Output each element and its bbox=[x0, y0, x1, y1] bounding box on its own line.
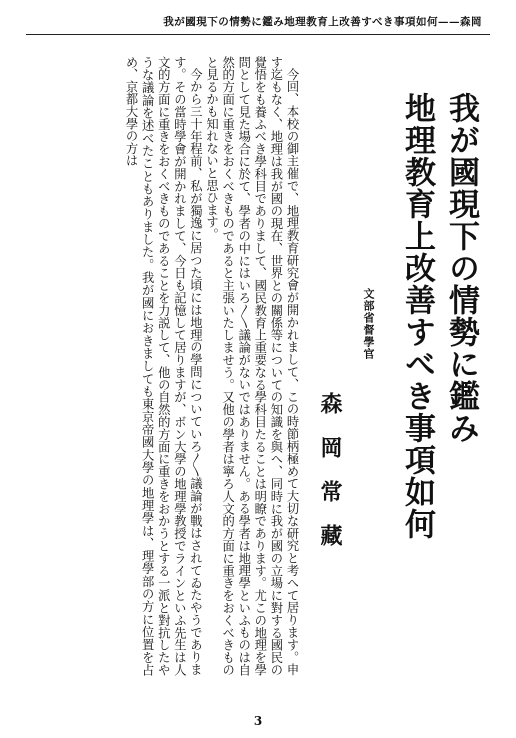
author-name: 森岡常藏 bbox=[317, 392, 343, 568]
running-header: 我が國現下の情勢に鑑み地理教育上改善すべき事項如何——森岡 bbox=[163, 16, 482, 28]
article-title-line-1: 我が國現下の情勢に鑑み bbox=[443, 92, 479, 444]
article-title-line-2: 地理教育上改善すべき事項如何 bbox=[399, 92, 435, 540]
header-rule bbox=[26, 34, 490, 35]
body-paragraph-1: 今回、本校の御主催で、地理教育研究會が開かれまして、この時節柄極めて大切な研究と考へて居ります。申す迄もなく、地理は我が國の現在、世界との關係等についての知識を與へ、同時に我が國の立場に對する國民の覺悟をも養ふべき學科目でありまして、國民教育上重要なる學科目たることは明瞭であります。尤この地理を學問として見た場合に於て、學者の中にはいろ〳〵議論がないではありません。ある學者は地理學といふものは自然的方面に重きをおくべきものであると主張いたしませう。又他の學者は寧ろ人文的方面に重きをおくべきものと見るかも知れないと思ひます。 bbox=[204, 56, 299, 676]
article-body bbox=[40, 56, 300, 676]
author-role: 文部省督學官 bbox=[362, 288, 375, 360]
page-number: 3 bbox=[253, 714, 263, 728]
body-paragraph-2: 今から三十年程前、私が獨逸に居つた頃には地理の學問についていろ〳〵議論が戰はされてゐたやうであります。その當時學會が開かれまして、今日も記憶して居りますが、ボン大學の地理學教授でラインといふ先生は人文的方面に重きをおくべきものであることを力説して、他の自然的方面に重きをおかうとする一派と對抗したやうな議論を述べたこともありました。我が國におきましても東京帝國大學の地理學は、理學部の方に位置を占め、京都大學の方は bbox=[124, 56, 203, 676]
